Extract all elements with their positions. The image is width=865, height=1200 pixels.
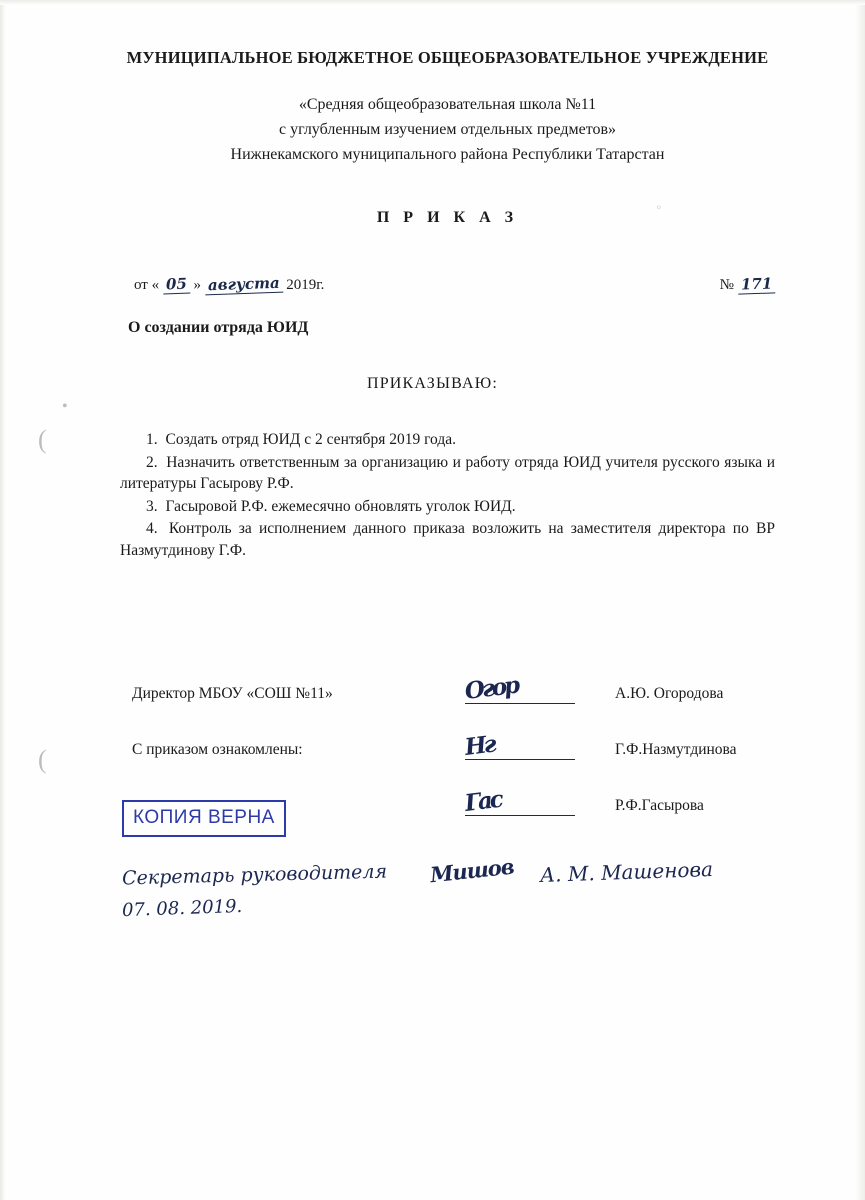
date-day-handwritten: 05	[163, 275, 191, 295]
school-name-line-3: Нижнекамского муниципального района Республики Татарстан	[230, 146, 665, 163]
date-mid: »	[193, 277, 201, 293]
handwritten-signature: Гас	[463, 785, 503, 817]
signature-row	[120, 673, 775, 729]
signature-line	[465, 703, 575, 704]
signature-role-label: С приказом ознакомлены:	[132, 741, 303, 758]
signature-name: Г.Ф.Назмутдинова	[615, 741, 737, 758]
organization-title: МУНИЦИПАЛЬНОЕ БЮДЖЕТНОЕ ОБЩЕОБРАЗОВАТЕЛЬНОЕ УЧРЕЖДЕНИЕ	[126, 48, 769, 67]
order-number-label: №	[719, 277, 734, 293]
signature-name: А.Ю. Огородова	[615, 685, 724, 702]
decree-heading: ПРИКАЗЫВАЮ:	[366, 375, 499, 392]
signature-line	[465, 815, 575, 816]
date-and-number-row	[120, 271, 775, 301]
scan-edge-right	[855, 0, 865, 1200]
date-month-handwritten: августа	[204, 274, 282, 296]
order-item-text: Назначить ответственным за организацию и работу отряда ЮИД учителя русского языка и литературы Гасырову Р.Ф.	[120, 453, 775, 492]
order-item-text: Создать отряд ЮИД с 2 сентября 2019 года.	[165, 431, 456, 448]
order-item	[120, 429, 775, 451]
order-number-group	[720, 275, 775, 294]
certifier-name-handwritten: А. М. Машенова	[539, 856, 714, 888]
scan-artifact-mark: (	[38, 425, 47, 454]
signature-name: Р.Ф.Гасырова	[615, 797, 704, 814]
handwritten-signature: Огор	[463, 671, 519, 705]
scan-edge-left	[0, 0, 6, 1200]
order-item-number: 3.	[146, 497, 158, 515]
scan-artifact-mark: (	[38, 745, 47, 774]
date-group	[134, 275, 324, 294]
signature-line	[465, 759, 575, 760]
order-item	[120, 518, 775, 561]
order-item-number: 1.	[146, 431, 158, 448]
date-prefix: от «	[134, 277, 160, 293]
document-content	[120, 0, 775, 841]
school-name-line-1: «Средняя общеобразовательная школа №11	[298, 96, 597, 113]
order-item	[120, 452, 775, 495]
order-number-handwritten: 171	[737, 274, 775, 294]
order-items-list	[120, 429, 775, 561]
signature-row	[120, 729, 775, 785]
order-item-number: 4.	[146, 520, 158, 537]
certifier-signature-handwritten: Мишов	[428, 853, 515, 888]
certifier-position-handwritten: Секретарь руководителя	[121, 860, 388, 890]
signature-role-label: Директор МБОУ «СОШ №11»	[132, 685, 333, 702]
scan-artifact-mark: •	[62, 398, 68, 415]
order-item-text: Контроль за исполнением данного приказа возложить на заместителя директора по ВР Назмутдинову Г.Ф.	[120, 520, 776, 559]
order-subject: О создании отряда ЮИД	[128, 319, 309, 336]
school-name-line-2: с углубленным изучением отдельных предметов»	[278, 121, 617, 138]
handwritten-signature: Нг	[463, 730, 496, 761]
order-item-number: 2.	[146, 453, 158, 471]
copy-certified-stamp: КОПИЯ ВЕРНА	[122, 800, 286, 837]
order-item-text: Гасыровой Р.Ф. ежемесячно обновлять уголок ЮИД.	[165, 497, 516, 515]
scan-artifact-mark: ∘	[655, 200, 663, 214]
school-name-block	[120, 92, 775, 167]
date-year: 2019г.	[286, 277, 325, 293]
order-item	[120, 496, 775, 518]
document-type-heading: П Р И К А З	[376, 209, 519, 226]
certification-date-handwritten: 07. 08. 2019.	[121, 895, 243, 922]
